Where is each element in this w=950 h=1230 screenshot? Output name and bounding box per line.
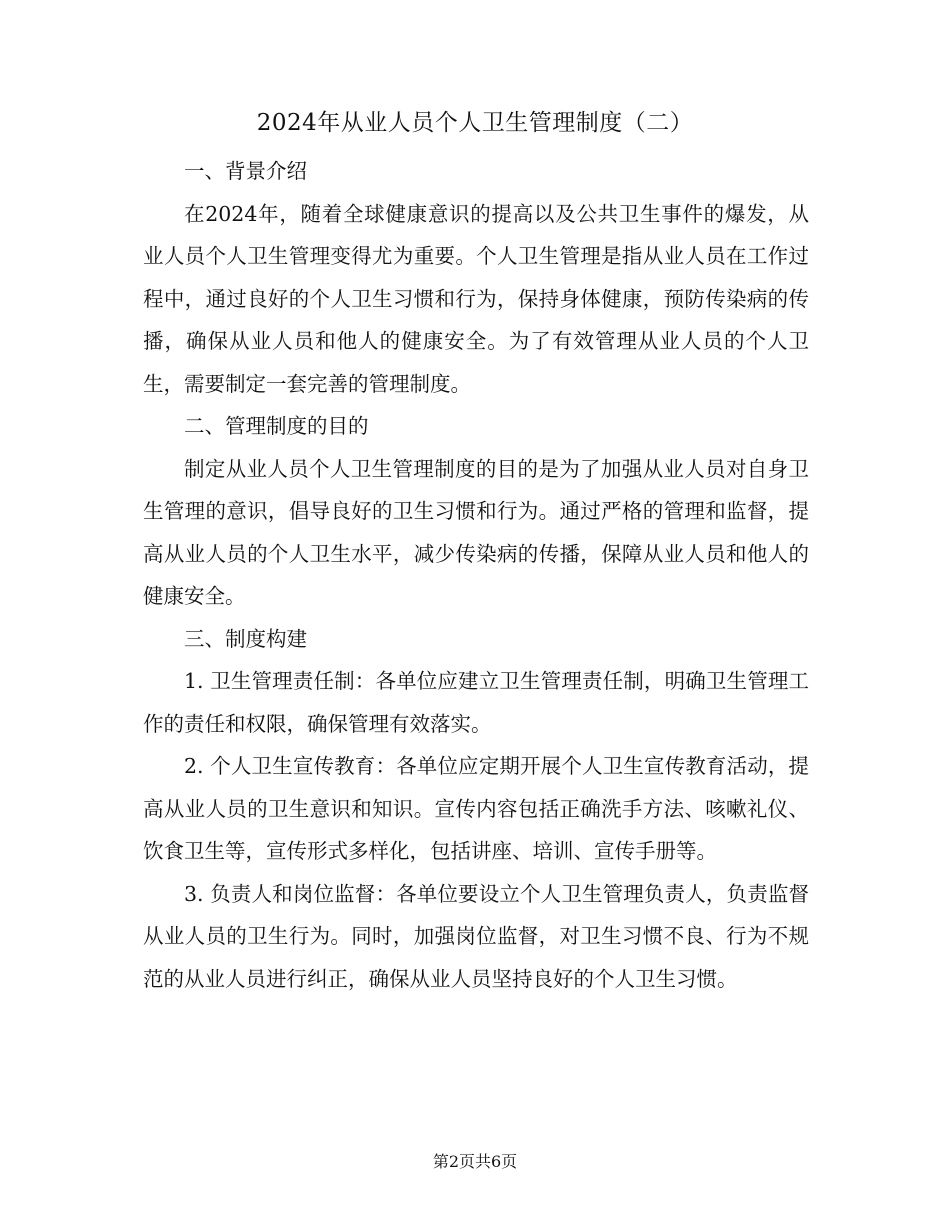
paragraph-background: 在2024年，随着全球健康意识的提高以及公共卫生事件的爆发，从业人员个人卫生管理变得尤为重要。个人卫生管理是指从业人员在工作过程中，通过良好的个人卫生习惯和行为，保持身体健康，预防传染病的传播，确保从业人员和他人的健康安全。为了有效管理从业人员的个人卫生，需要制定一套完善的管理制度。 [143,201,809,396]
page-number-footer: 第2页共6页 [432,1152,518,1171]
section-heading-background: 一、背景介绍 [184,159,307,183]
document-body [143,150,809,1000]
section-heading-construction: 三、制度构建 [184,626,307,651]
paragraph-item-2: 2. 个人卫生宣传教育：各单位应定期开展个人卫生宣传教育活动，提高从业人员的卫生意识和知识。宣传内容包括正确洗手方法、咳嗽礼仪、饮食卫生等，宣传形式多样化，包括讲座、培训、宣传手册等。 [143,754,809,863]
paragraph-purpose: 制定从业人员个人卫生管理制度的目的是为了加强从业人员对自身卫生管理的意识，倡导良好的卫生习惯和行为。通过严格的管理和监督，提高从业人员的个人卫生水平，减少传染病的传播，保障从业人员和他人的健康安全。 [143,456,809,608]
paragraph-item-1: 1. 卫生管理责任制：各单位应建立卫生管理责任制，明确卫生管理工作的责任和权限，确保管理有效落实。 [143,669,809,736]
section-heading-purpose: 二、管理制度的目的 [184,414,369,438]
document-title: 2024年从业人员个人卫生管理制度（二） [256,110,694,136]
paragraph-item-3: 3. 负责人和岗位监督：各单位要设立个人卫生管理负责人，负责监督从业人员的卫生行为。同时，加强岗位监督，对卫生习惯不良、行为不规范的从业人员进行纠正，确保从业人员坚持良好的个人卫生习惯。 [143,881,809,991]
